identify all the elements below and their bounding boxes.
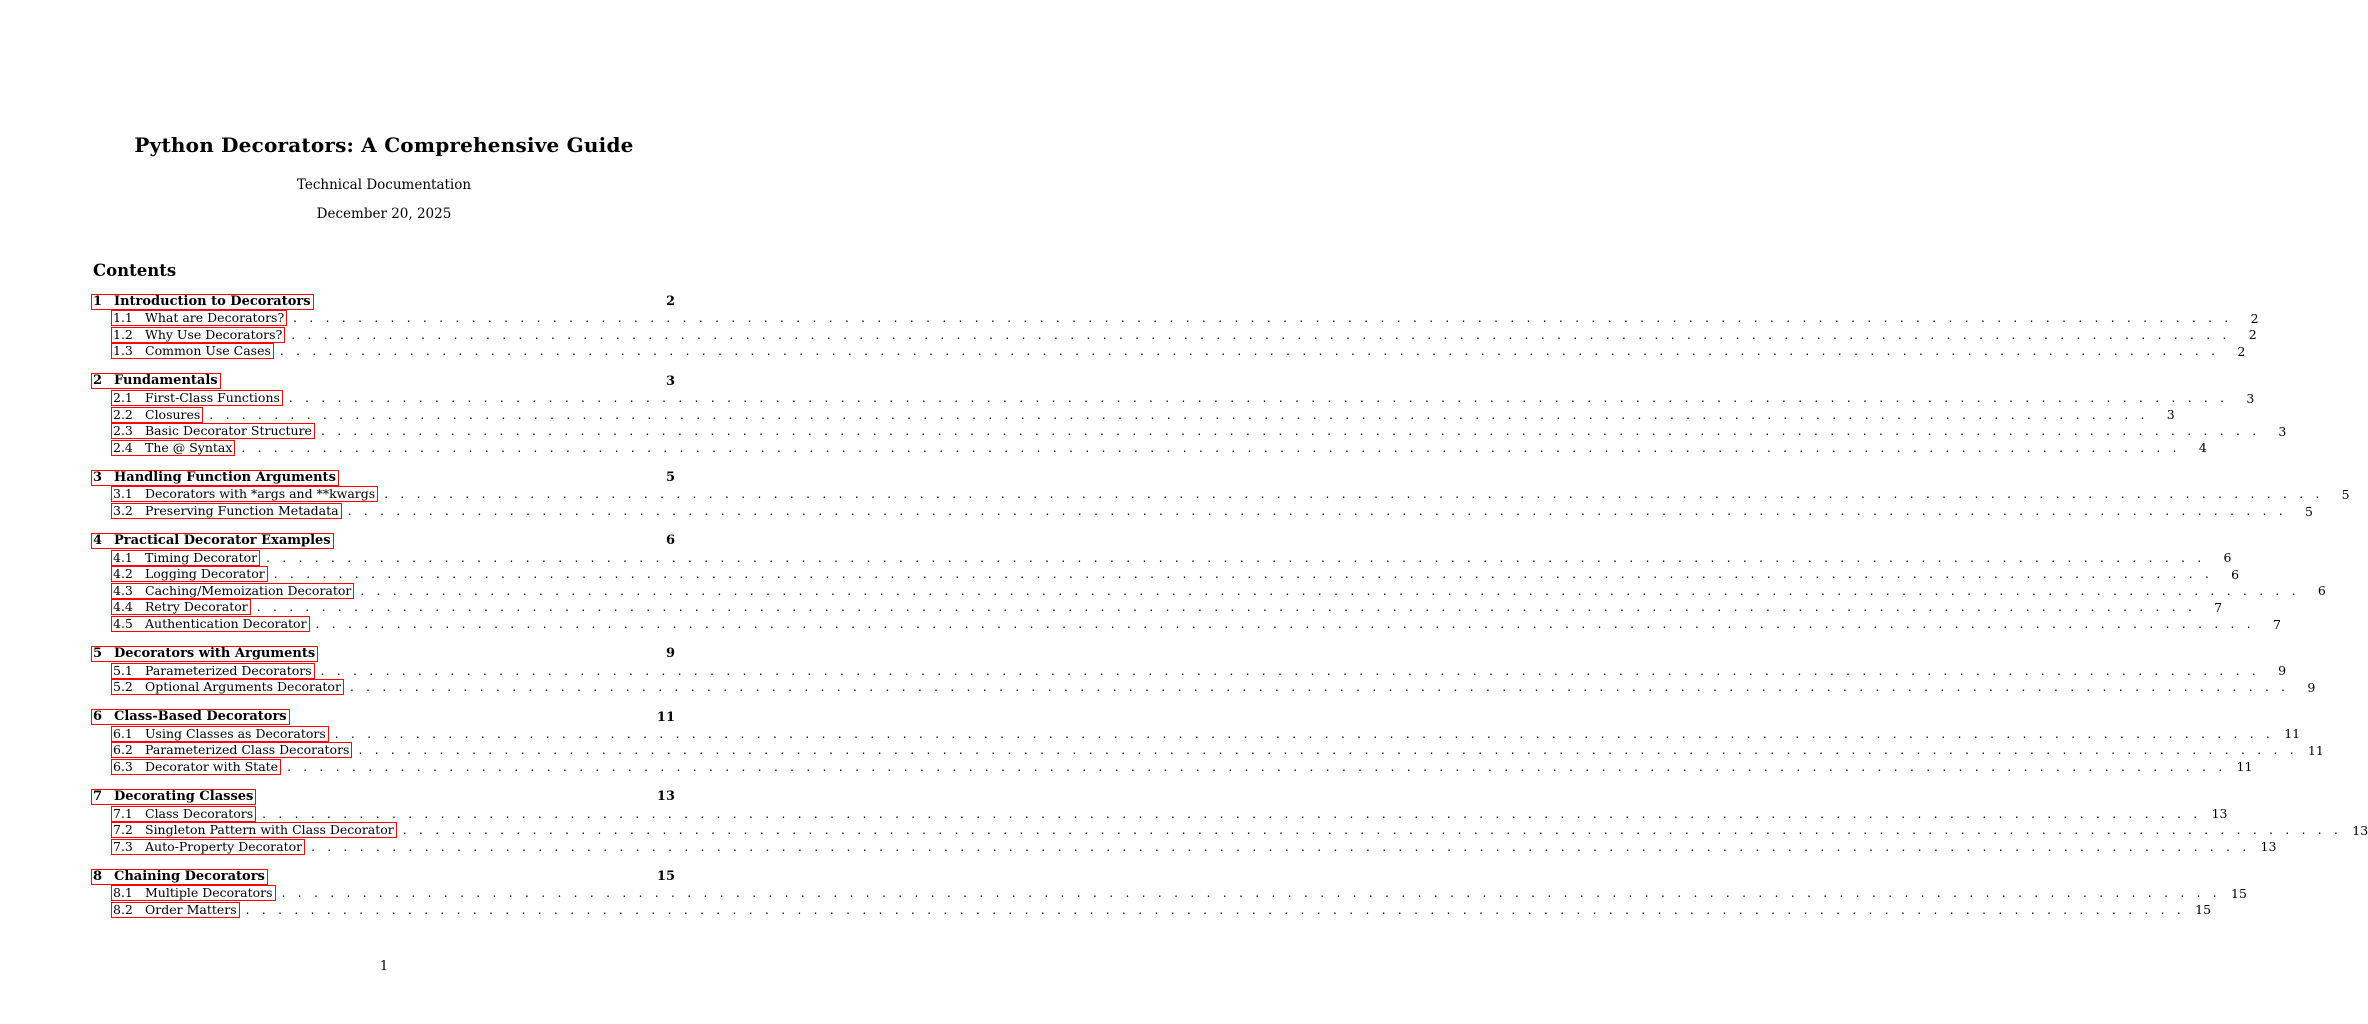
section-page-number: 11 bbox=[656, 709, 675, 725]
section-title: Decorating Classes bbox=[114, 788, 254, 804]
dot-leader: . . . . . . . . . . . . . . . . . . . . . . . . . . . . . . . . . . . . . . . . . . . . . . . . . . . . . . . . . . . . . . . . . . . . . . . . . . . . . . . . . . . . . . . . . . . . . . . . . . . . . . . . . . . . . . . . . . . . . . . . bbox=[279, 344, 2220, 359]
subsection-title: Authentication Decorator bbox=[145, 616, 307, 632]
dot-leader: . . . . . . . . . . . . . . . . . . . . . . . . . . . . . . . . . . . . . . . . . . . . . . . . . . . . . . . . . . . . . . . . . . . . . . . . . . . . . . . . . . . . . . . . . . . . . . . . . . . . . . . . . . . . . . . . . . . . . . . . bbox=[281, 886, 2221, 901]
subsection-title: First-Class Functions bbox=[145, 390, 280, 406]
toc-subsection-link[interactable] bbox=[111, 327, 285, 343]
toc-section bbox=[93, 469, 2350, 519]
toc-subsection-link[interactable] bbox=[111, 423, 315, 439]
toc-subsection-row bbox=[93, 725, 2301, 743]
toc-subsection-row bbox=[93, 390, 2255, 407]
subsection-page-number: 2 bbox=[2250, 310, 2259, 326]
toc-subsection-link[interactable] bbox=[111, 310, 287, 326]
subsection-number: 7.3 bbox=[113, 838, 133, 854]
subsection-number: 5.1 bbox=[113, 662, 133, 678]
dot-leader: . . . . . . . . . . . . . . . . . . . . . . . . . . . . . . . . . . . . . . . . . . . . . . . . . . . . . . . . . . . . . . . . . . . . . . . . . . . . . . . . . . . . . . . . . . . . . . . . . . . . . . . . . . . . . . . . . . . . . . . . bbox=[262, 806, 2202, 821]
section-title: Introduction to Decorators bbox=[114, 293, 311, 309]
toc-subsection-row bbox=[93, 439, 2207, 457]
dot-leader: . . . . . . . . . . . . . . . . . . . . . . . . . . . . . . . . . . . . . . . . . . . . . . . . . . . . . . . . . . . . . . . . . . . . . . . . . . . . . . . . . . . . . . . . . . . . . . . . . . . . . . . . . . . . . . . . . . . . . . . . bbox=[360, 583, 2300, 598]
dot-leader: . . . . . . . . . . . . . . . . . . . . . . . . . . . . . . . . . . . . . . . . . . . . . . . . . . . . . . . . . . . . . . . . . . . . . . . . . . . . . . . . . . . . . . . . . . . . . . . . . . . . . . . . . . . . . . . . . . . . . . . . bbox=[320, 663, 2261, 678]
subsection-number: 6.2 bbox=[113, 742, 133, 758]
toc-subsection-link[interactable] bbox=[111, 616, 310, 632]
toc-section bbox=[93, 293, 2259, 360]
section-page-number: 2 bbox=[665, 294, 675, 309]
toc-subsection-row bbox=[93, 343, 2246, 360]
dot-leader: . . . . . . . . . . . . . . . . . . . . . . . . . . . . . . . . . . . . . . . . . . . . . . . . . . . . . . . . . . . . . . . . . . . . . . . . . . . . . . . . . . . . . . . . . . . . . . . . . . . . . . . . . . . . . . . . . . . . . . . . bbox=[315, 617, 2255, 632]
toc-subsection-link[interactable] bbox=[111, 503, 342, 519]
contents-heading: Contents bbox=[93, 261, 177, 280]
toc-subsection-row bbox=[93, 310, 2259, 327]
toc-subsection-row bbox=[93, 885, 2247, 902]
toc-subsection-row bbox=[93, 662, 2287, 679]
section-page-number: 3 bbox=[665, 373, 675, 389]
subsection-title: Logging Decorator bbox=[145, 566, 265, 582]
toc-subsection-row bbox=[93, 486, 2350, 503]
toc-section-link[interactable] bbox=[91, 789, 256, 805]
subsection-number: 1.1 bbox=[113, 310, 133, 326]
dot-leader: . . . . . . . . . . . . . . . . . . . . . . . . . . . . . . . . . . . . . . . . . . . . . . . . . . . . . . . . . . . . . . . . . . . . . . . . . . . . . . . . . . . . . . . . . . . . . . . . . . . . . . . . . . . . . . . . . . . . . . . . bbox=[311, 839, 2251, 854]
toc-subsection-row bbox=[93, 742, 2324, 759]
dot-leader: . . . . . . . . . . . . . . . . . . . . . . . . . . . . . . . . . . . . . . . . . . . . . . . . . . . . . . . . . . . . . . . . . . . . . . . . . . . . . . . . . . . . . . . . . . . . . . . . . . . . . . . . . . . . . . . . . . . . . . . . bbox=[288, 391, 2229, 406]
subsection-title: Common Use Cases bbox=[145, 343, 271, 359]
subsection-number: 2.4 bbox=[113, 439, 133, 455]
toc-section-link[interactable] bbox=[91, 470, 339, 486]
subsection-number: 8.1 bbox=[113, 885, 133, 901]
section-number: 8 bbox=[93, 868, 103, 884]
subsection-number: 2.3 bbox=[113, 423, 133, 439]
subsection-title: Timing Decorator bbox=[145, 549, 258, 565]
subsection-title: Multiple Decorators bbox=[145, 885, 273, 901]
toc-subsection-link[interactable] bbox=[111, 583, 354, 599]
dot-leader: . . . . . . . . . . . . . . . . . . . . . . . . . . . . . . . . . . . . . . . . . . . . . . . . . . . . . . . . . . . . . . . . . . . . . . . . . . . . . . . . . . . . . . . . . . . . . . . . . . . . . . . . . . . . . . . . . . . . . . . . bbox=[358, 743, 2298, 758]
subsection-title: Why Use Decorators? bbox=[145, 326, 283, 342]
subsection-number: 2.2 bbox=[113, 406, 133, 422]
toc-subsection-row bbox=[93, 599, 2223, 616]
subsection-number: 2.1 bbox=[113, 390, 133, 406]
subsection-title: The @ Syntax bbox=[145, 439, 233, 455]
dot-leader: . . . . . . . . . . . . . . . . . . . . . . . . . . . . . . . . . . . . . . . . . . . . . . . . . . . . . . . . . . . . . . . . . . . . . . . . . . . . . . . . . . . . . . . . . . . . . . . . . . . . . . . . . . . . . . . . . . . . . . . . bbox=[266, 550, 2206, 565]
dot-leader: . . . . . . . . . . . . . . . . . . . . . . . . . . . . . . . . . . . . . . . . . . . . . . . . . . . . . . . . . . . . . . . . . . . . . . . . . . . . . . . . . . . . . . . . . . . . . . . . . . . . . . . . . . . . . . . . . . . . . . . . bbox=[273, 567, 2214, 582]
subsection-page-number: 13 bbox=[2352, 822, 2368, 838]
subsection-title: Parameterized Class Decorators bbox=[145, 742, 350, 758]
toc-subsection-row bbox=[93, 822, 2368, 839]
dot-leader: . . . . . . . . . . . . . . . . . . . . . . . . . . . . . . . . . . . . . . . . . . . . . . . . . . . . . . . . . . . . . . . . . . . . . . . . . . . . . . . . . . . . . . . . . . . . . . . . . . . . . . . . . . . . . . . . . . . . . . . . bbox=[402, 823, 2343, 838]
dot-leader: . . . . . . . . . . . . . . . . . . . . . . . . . . . . . . . . . . . . . . . . . . . . . . . . . . . . . . . . . . . . . . . . . . . . . . . . . . . . . . . . . . . . . . . . . . . . . . . . . . . . . . . . . . . . . . . . . . . . . . . . bbox=[347, 504, 2287, 519]
toc-section-link[interactable] bbox=[91, 709, 290, 725]
subsection-page-number: 6 bbox=[2317, 583, 2326, 599]
subsection-title: Auto-Property Decorator bbox=[145, 838, 303, 854]
toc-subsection-row bbox=[93, 901, 2212, 919]
toc-section-row bbox=[93, 709, 675, 726]
subsection-title: Caching/Memoization Decorator bbox=[145, 582, 352, 598]
toc-subsection-link[interactable] bbox=[111, 885, 276, 901]
toc-subsection-link[interactable] bbox=[111, 390, 283, 406]
subsection-title: Decorator with State bbox=[145, 758, 279, 774]
subsection-title: Decorators with *args and **kwargs bbox=[145, 486, 376, 502]
subsection-page-number: 3 bbox=[2278, 423, 2287, 439]
toc-section bbox=[93, 709, 2324, 776]
toc-subsection-link[interactable] bbox=[111, 486, 378, 502]
subsection-page-number: 11 bbox=[2307, 742, 2324, 758]
subsection-title: Parameterized Decorators bbox=[145, 662, 312, 678]
toc-section-row bbox=[93, 293, 675, 310]
toc-subsection-row bbox=[93, 679, 2316, 696]
toc-subsection-link[interactable] bbox=[111, 806, 256, 822]
subsection-number: 6.3 bbox=[113, 758, 133, 774]
subsection-number: 4.3 bbox=[113, 582, 133, 598]
subsection-page-number: 4 bbox=[2198, 440, 2207, 456]
subsection-title: Closures bbox=[145, 406, 201, 422]
subsection-page-number: 13 bbox=[2260, 839, 2277, 855]
toc-section-link[interactable] bbox=[91, 869, 268, 885]
subsection-title: Class Decorators bbox=[145, 805, 254, 821]
toc-subsection-row bbox=[93, 582, 2326, 600]
section-title: Class-Based Decorators bbox=[114, 709, 287, 724]
toc-subsection-row bbox=[93, 406, 2175, 423]
toc-subsection-row bbox=[93, 616, 2281, 633]
toc-section-link[interactable] bbox=[91, 533, 334, 549]
toc-section bbox=[93, 645, 2316, 695]
section-number: 6 bbox=[93, 709, 103, 724]
section-title: Fundamentals bbox=[114, 373, 218, 389]
toc-subsection-link[interactable] bbox=[111, 742, 352, 758]
subsection-page-number: 15 bbox=[2231, 885, 2247, 901]
subsection-page-number: 9 bbox=[2278, 663, 2287, 679]
document-title: Python Decorators: A Comprehensive Guide bbox=[134, 133, 634, 157]
dot-leader: . . . . . . . . . . . . . . . . . . . . . . . . . . . . . . . . . . . . . . . . . . . . . . . . . . . . . . . . . . . . . . . . . . . . . . . . . . . . . . . . . . . . . . . . . . . . . . . . . . . . . . . . . . . . . . . . . . . . . . . . bbox=[245, 902, 2186, 917]
section-title: Practical Decorator Examples bbox=[114, 532, 331, 548]
toc-subsection-link[interactable] bbox=[111, 343, 274, 359]
section-page-number: 9 bbox=[665, 646, 675, 662]
toc-section bbox=[93, 373, 2287, 456]
subsection-page-number: 5 bbox=[2341, 486, 2350, 502]
subsection-number: 7.2 bbox=[113, 822, 133, 838]
section-number: 3 bbox=[93, 469, 103, 485]
toc-section-link[interactable] bbox=[91, 373, 221, 389]
toc-subsection-link[interactable] bbox=[111, 407, 203, 423]
dot-leader: . . . . . . . . . . . . . . . . . . . . . . . . . . . . . . . . . . . . . . . . . . . . . . . . . . . . . . . . . . . . . . . . . . . . . . . . . . . . . . . . . . . . . . . . . . . . . . . . . . . . . . . . . . . . . . . . . . . . . . . . bbox=[334, 726, 2275, 741]
subsection-title: Order Matters bbox=[145, 901, 237, 917]
document-subtitle: Technical Documentation bbox=[296, 177, 472, 193]
toc-subsection-link[interactable] bbox=[111, 550, 260, 566]
subsection-title: Retry Decorator bbox=[145, 599, 248, 615]
subsection-number: 5.2 bbox=[113, 679, 133, 695]
subsection-number: 1.3 bbox=[113, 343, 133, 359]
dot-leader: . . . . . . . . . . . . . . . . . . . . . . . . . . . . . . . . . . . . . . . . . . . . . . . . . . . . . . . . . . . . . . . . . . . . . . . . . . . . . . . . . . . . . . . . . . . . . . . . . . . . . . . . . . . . . . . . . . . . . . . . bbox=[291, 327, 2231, 342]
toc-section-link[interactable] bbox=[91, 294, 314, 310]
toc-section-row bbox=[93, 868, 675, 885]
subsection-number: 4.2 bbox=[113, 566, 133, 582]
toc-subsection-link[interactable] bbox=[111, 566, 268, 582]
dot-leader: . . . . . . . . . . . . . . . . . . . . . . . . . . . . . . . . . . . . . . . . . . . . . . . . . . . . . . . . . . . . . . . . . . . . . . . . . . . . . . . . . . . . . . . . . . . . . . . . . . . . . . . . . . . . . . . . . . . . . . . . bbox=[320, 424, 2261, 439]
toc-subsection-row bbox=[93, 326, 2257, 344]
dot-leader: . . . . . . . . . . . . . . . . . . . . . . . . . . . . . . . . . . . . . . . . . . . . . . . . . . . . . . . . . . . . . . . . . . . . . . . . . . . . . . . . . . . . . . . . . . . . . . . . . . . . . . . . . . . . . . . . . . . . . . . . bbox=[384, 487, 2324, 502]
document-date: December 20, 2025 bbox=[316, 206, 452, 222]
subsection-title: Basic Decorator Structure bbox=[145, 423, 312, 439]
toc-subsection-row bbox=[93, 566, 2240, 583]
subsection-title: Singleton Pattern with Class Decorator bbox=[145, 822, 394, 838]
table-of-contents bbox=[93, 293, 2368, 931]
toc-subsection-link[interactable] bbox=[111, 599, 251, 615]
section-title: Handling Function Arguments bbox=[114, 469, 336, 485]
subsection-page-number: 7 bbox=[2272, 616, 2281, 632]
dot-leader: . . . . . . . . . . . . . . . . . . . . . . . . . . . . . . . . . . . . . . . . . . . . . . . . . . . . . . . . . . . . . . . . . . . . . . . . . . . . . . . . . . . . . . . . . . . . . . . . . . . . . . . . . . . . . . . . . . . . . . . . bbox=[287, 759, 2227, 774]
subsection-page-number: 13 bbox=[2211, 806, 2228, 822]
toc-subsection-link[interactable] bbox=[111, 663, 315, 679]
subsection-number: 6.1 bbox=[113, 725, 133, 741]
toc-subsection-link[interactable] bbox=[111, 822, 397, 838]
toc-section-row bbox=[93, 788, 675, 805]
toc-section-row bbox=[93, 532, 675, 549]
toc-subsection-link[interactable] bbox=[111, 440, 235, 456]
toc-subsection-row bbox=[93, 838, 2277, 855]
toc-section-row bbox=[93, 373, 675, 390]
toc-subsection-row bbox=[93, 758, 2253, 776]
toc-subsection-row bbox=[93, 549, 2232, 566]
subsection-title: What are Decorators? bbox=[145, 310, 285, 326]
subsection-title: Preserving Function Metadata bbox=[145, 503, 339, 519]
subsection-number: 4.1 bbox=[113, 549, 133, 565]
subsection-page-number: 9 bbox=[2307, 679, 2316, 695]
section-page-number: 5 bbox=[665, 470, 675, 486]
toc-subsection-row bbox=[93, 503, 2313, 520]
section-title: Decorators with Arguments bbox=[114, 645, 316, 661]
subsection-page-number: 2 bbox=[2237, 343, 2246, 359]
section-number: 5 bbox=[93, 645, 103, 661]
subsection-number: 1.2 bbox=[113, 326, 133, 342]
section-number: 2 bbox=[93, 373, 103, 389]
toc-section-row bbox=[93, 645, 675, 662]
toc-subsection-link[interactable] bbox=[111, 679, 344, 695]
toc-subsection-link[interactable] bbox=[111, 902, 240, 918]
page-number: 1 bbox=[379, 959, 389, 974]
subsection-number: 8.2 bbox=[113, 901, 133, 917]
dot-leader: . . . . . . . . . . . . . . . . . . . . . . . . . . . . . . . . . . . . . . . . . . . . . . . . . . . . . . . . . . . . . . . . . . . . . . . . . . . . . . . . . . . . . . . . . . . . . . . . . . . . . . . . . . . . . . . . . . . . . . . . bbox=[349, 680, 2290, 695]
toc-subsection-link[interactable] bbox=[111, 726, 329, 742]
subsection-page-number: 3 bbox=[2166, 407, 2175, 423]
subsection-title: Using Classes as Decorators bbox=[145, 725, 326, 741]
section-title: Chaining Decorators bbox=[114, 868, 265, 884]
section-number: 1 bbox=[93, 293, 103, 309]
toc-section bbox=[93, 532, 2326, 632]
subsection-title: Optional Arguments Decorator bbox=[145, 679, 341, 695]
subsection-page-number: 6 bbox=[2223, 550, 2232, 566]
section-number: 7 bbox=[93, 788, 103, 804]
toc-subsection-row bbox=[93, 805, 2228, 822]
subsection-number: 7.1 bbox=[113, 805, 133, 821]
toc-section bbox=[93, 868, 2247, 918]
dot-leader: . . . . . . . . . . . . . . . . . . . . . . . . . . . . . . . . . . . . . . . . . . . . . . . . . . . . . . . . . . . . . . . . . . . . . . . . . . . . . . . . . . . . . . . . . . . . . . . . . . . . . . . . . . . . . . . . . . . . . . . . bbox=[209, 407, 2149, 422]
subsection-page-number: 11 bbox=[2236, 759, 2253, 775]
dot-leader: . . . . . . . . . . . . . . . . . . . . . . . . . . . . . . . . . . . . . . . . . . . . . . . . . . . . . . . . . . . . . . . . . . . . . . . . . . . . . . . . . . . . . . . . . . . . . . . . . . . . . . . . . . . . . . . . . . . . . . . . bbox=[241, 440, 2181, 455]
toc-section-link[interactable] bbox=[91, 646, 318, 662]
subsection-page-number: 3 bbox=[2246, 390, 2255, 406]
subsection-page-number: 6 bbox=[2231, 566, 2240, 582]
section-number: 4 bbox=[93, 532, 103, 548]
subsection-number: 3.2 bbox=[113, 503, 133, 519]
subsection-page-number: 11 bbox=[2284, 726, 2301, 742]
toc-subsection-row bbox=[93, 423, 2287, 440]
dot-leader: . . . . . . . . . . . . . . . . . . . . . . . . . . . . . . . . . . . . . . . . . . . . . . . . . . . . . . . . . . . . . . . . . . . . . . . . . . . . . . . . . . . . . . . . . . . . . . . . . . . . . . . . . . . . . . . . . . . . . . . . bbox=[293, 311, 2233, 326]
toc-section-row bbox=[93, 469, 675, 486]
toc-subsection-link[interactable] bbox=[111, 759, 281, 775]
subsection-page-number: 2 bbox=[2248, 327, 2257, 343]
section-page-number: 15 bbox=[656, 869, 675, 885]
dot-leader: . . . . . . . . . . . . . . . . . . . . . . . . . . . . . . . . . . . . . . . . . . . . . . . . . . . . . . . . . . . . . . . . . . . . . . . . . . . . . . . . . . . . . . . . . . . . . . . . . . . . . . . . . . . . . . . . . . . . . . . . bbox=[256, 600, 2197, 615]
toc-subsection-link[interactable] bbox=[111, 839, 305, 855]
subsection-number: 4.4 bbox=[113, 599, 133, 615]
subsection-page-number: 15 bbox=[2195, 902, 2212, 918]
toc-section bbox=[93, 788, 2368, 855]
subsection-number: 3.1 bbox=[113, 486, 133, 502]
section-page-number: 6 bbox=[665, 533, 675, 549]
subsection-page-number: 7 bbox=[2214, 599, 2223, 615]
subsection-number: 4.5 bbox=[113, 616, 133, 632]
subsection-page-number: 5 bbox=[2305, 503, 2313, 519]
section-page-number: 13 bbox=[656, 789, 675, 805]
